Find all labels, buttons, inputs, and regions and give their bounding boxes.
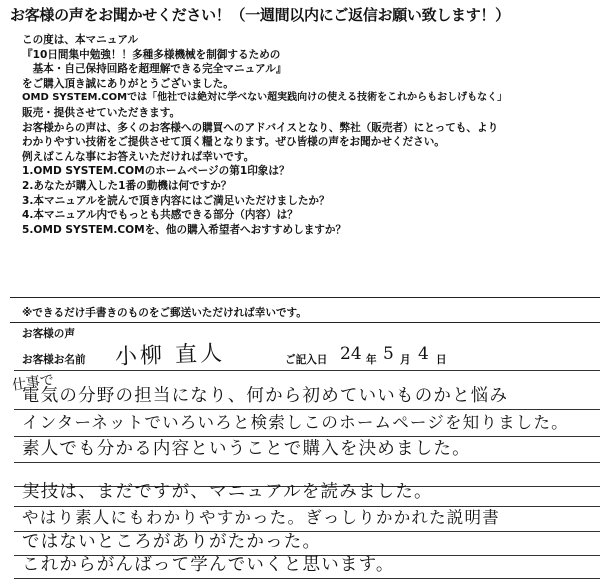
date-day: 4 <box>418 344 429 364</box>
intro-line: 例えばこんな事にお答えいただければ幸いです。 <box>22 150 255 163</box>
name-label: お客様お名前 <box>22 354 86 366</box>
handwritten-line: 電気の分野の担当になり、何から初めていいものかと悩み <box>22 386 509 406</box>
question-item: 2.あなたが購入した1番の動機は何ですか？ <box>22 179 232 192</box>
intro-text <box>22 33 592 237</box>
name-date-row <box>0 340 600 370</box>
handwritten-line: インターネットでいろいろと検索しこのホームページを知りました。 <box>22 413 569 432</box>
intro-line: 『10日間集中勉強！！多種多様機械を制御するための <box>22 48 281 61</box>
ruled-line <box>14 462 600 463</box>
date-year: 24 <box>340 344 362 364</box>
handwritten-line: これからがんばって学んでいくと思います。 <box>22 555 395 575</box>
handwritten-line: 実技は、まだですが、マニュアルを読みました。 <box>22 482 433 502</box>
intro-line: 販売・提供させていただきます。 <box>22 106 181 119</box>
question-item: 5.OMD SYSTEM.COMを、他の購入希望者へおすすめしますか？ <box>22 223 347 236</box>
date-month: 5 <box>383 344 394 364</box>
handwritten-line: ではないところがありがたかった。 <box>22 532 322 552</box>
question-item: 4.本マニュアル内でもっとも共感できる部分（内容）は？ <box>22 209 298 222</box>
intro-line: 基本・自己保持回路を超理解できる完全マニュアル』 <box>22 63 287 76</box>
question-item: 3.本マニュアルを読んで頂き内容にはご満足いただけましたか？ <box>22 194 330 207</box>
question-item: 1.OMD SYSTEM.COMのホームページの第1印象は？ <box>22 165 290 178</box>
handwritten-line: やはり素人にもわかりやすかった。ぎっしりかかれた説明書 <box>22 508 500 527</box>
ruled-line <box>14 409 600 410</box>
intro-line: OMD SYSTEM.COMでは「他社では絶対に学べない超実践向けの使える技術をこれからもおしげもなく」 <box>22 92 508 104</box>
section-divider <box>10 322 600 323</box>
voice-section-label: お客様の声 <box>22 328 75 340</box>
date-month-unit: 月 <box>400 354 411 366</box>
intro-line: お客様からの声は、多くのお客様への購買へのアドバイスとなり、弊社（販売者）にとっても、より <box>22 121 499 134</box>
intro-line: をご購入頂き誠にありがとうございました。 <box>22 77 234 90</box>
ruled-line <box>14 578 600 579</box>
intro-line: この度は、本マニュアル <box>22 34 139 46</box>
form-title: お客様の声をお聞かせください！（一週間以内にご返信お願い致します！） <box>10 6 510 24</box>
customer-name: 小柳 直人 <box>114 341 226 370</box>
handwritten-line: 素人でも分かる内容ということで購入を決めました。 <box>22 439 471 459</box>
section-divider <box>10 297 600 298</box>
occupation-label: 仕事で <box>11 372 56 394</box>
mail-note: ※できるだけ手書きのものをご郵送いただければ幸いです。 <box>22 307 307 319</box>
date-day-unit: 日 <box>436 354 447 366</box>
intro-line: わかりやすい技術をご提供させて頂く糧となります。ぜひ皆様の声をお聞かせください。 <box>22 136 445 149</box>
date-year-unit: 年 <box>366 354 377 366</box>
date-label: ご記入日 <box>285 354 328 366</box>
ruled-line <box>14 370 600 371</box>
